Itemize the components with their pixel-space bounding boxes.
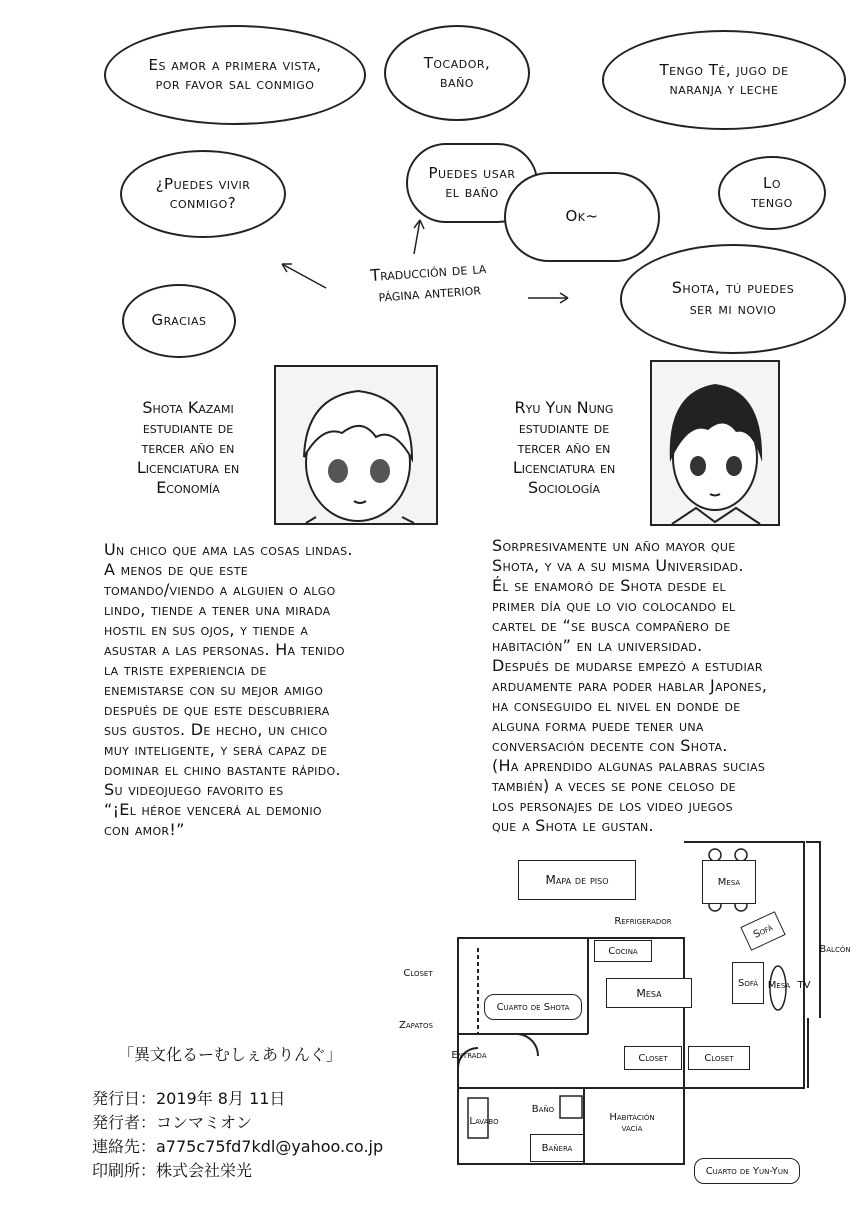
map-closet-2: Closet xyxy=(688,1046,750,1070)
map-closet-1: Closet xyxy=(624,1046,682,1070)
map-sofa: Sofá xyxy=(732,962,764,1004)
bubble-live-with-me: ¿Puedes vivir conmigo? xyxy=(120,150,286,238)
colophon-line: 連絡先：a775c75fd7kdl@yahoo.co.jp xyxy=(92,1137,384,1156)
bubble-use-bathroom: Puedes usar el baño xyxy=(406,143,538,223)
map-empty-room: Habitación vacía xyxy=(609,1112,655,1134)
map-sofa-top: Sofá xyxy=(740,911,785,951)
map-tv: TV xyxy=(797,980,811,991)
floor-plan xyxy=(388,838,858,1208)
shota-caption: Shota Kazami estudiante de tercer año en Licenciatura en Economía xyxy=(136,398,240,497)
map-balcony: Balcón xyxy=(819,944,851,955)
ryu-description: Sorpresivamente un año mayor que Shota, y va a su misma Universidad. Él se enamoró de Shota desde el primer día que lo vio colocando el cartel de “se busca compañero de habitación” en la universidad. Después de mudarse empezó a estudiar arduamente para poder hablar Japones, ha conseguido el nivel en donde de alguna forma puede tener una conversación decente con Shota. (Ha aprendido algunas palabras sucias también) a veces se pone celoso de los personajes de los video juegos que a Shota le gustan. xyxy=(492,536,768,835)
map-table-top: Mesa xyxy=(702,860,756,904)
colophon-line: 発行日：2019年 8月 11日 xyxy=(92,1089,286,1108)
bubble-i-have-it: Lo tengo xyxy=(718,156,826,230)
shota-face-icon xyxy=(276,367,436,523)
map-bathtub: Bañera xyxy=(530,1134,584,1162)
map-closet-left: Closet xyxy=(403,968,433,979)
colophon-title: 「異文化るーむしぇありんぐ」 xyxy=(118,1045,343,1064)
bubble-boyfriend: Shota, tú puedes ser mi novio xyxy=(620,244,846,354)
bubble-thanks: Gracias xyxy=(122,284,236,358)
map-center-table: Mesa xyxy=(606,978,692,1008)
shota-portrait xyxy=(274,365,438,525)
colophon-line: 発行者：コンマミオン xyxy=(92,1113,253,1132)
map-entrance: Entrada xyxy=(451,1050,487,1061)
bubble-tea-juice-milk: Tengo Té, jugo de naranja y leche xyxy=(602,30,846,130)
bubble-love-at-first-sight: Es amor a primera vista, por favor sal conmigo xyxy=(104,25,366,125)
map-sink: Lavabo xyxy=(469,1116,499,1127)
map-yun-room: Cuarto de Yun-Yun xyxy=(694,1158,800,1184)
map-kitchen: Cocina xyxy=(594,940,652,962)
shota-description: Un chico que ama las cosas lindas. A menos de que este tomando/viendo a alguien o algo lindo, tiende a tener una mirada hostil en sus ojos, y tiende a asustar a las personas. Ha tenido la triste experiencia de enemistarse con su mejor amigo después de que este descubriera sus gustos. De hecho, un chico muy inteligente, y será capaz de dominar el chino bastante rápido. Su videojuego favorito es “¡El héroe vencerá al demonio con amor!” xyxy=(104,540,353,839)
arrow-left xyxy=(282,264,326,288)
bubble-ok: Ok~ xyxy=(504,172,660,262)
ryu-portrait xyxy=(650,360,780,526)
map-small-table: Mesa xyxy=(767,980,791,991)
map-shota-room: Cuarto de Shota xyxy=(484,994,582,1020)
arrows-overlay xyxy=(0,0,861,360)
map-shoes: Zapatos xyxy=(399,1020,433,1031)
map-title: Mapa de piso xyxy=(518,860,636,900)
map-bathroom: Baño xyxy=(531,1104,555,1115)
bubble-dresser-bathroom: Tocador, baño xyxy=(384,25,530,121)
ryu-face-icon xyxy=(652,362,778,524)
ryu-caption: Ryu Yun Nung estudiante de tercer año en Licenciatura en Sociología xyxy=(512,398,616,497)
previous-page-translation-label: Traducción de la página anterior xyxy=(369,258,487,306)
map-refrigerator: Refrigerador xyxy=(614,916,672,927)
colophon-line: 印刷所：株式会社栄光 xyxy=(92,1161,253,1180)
